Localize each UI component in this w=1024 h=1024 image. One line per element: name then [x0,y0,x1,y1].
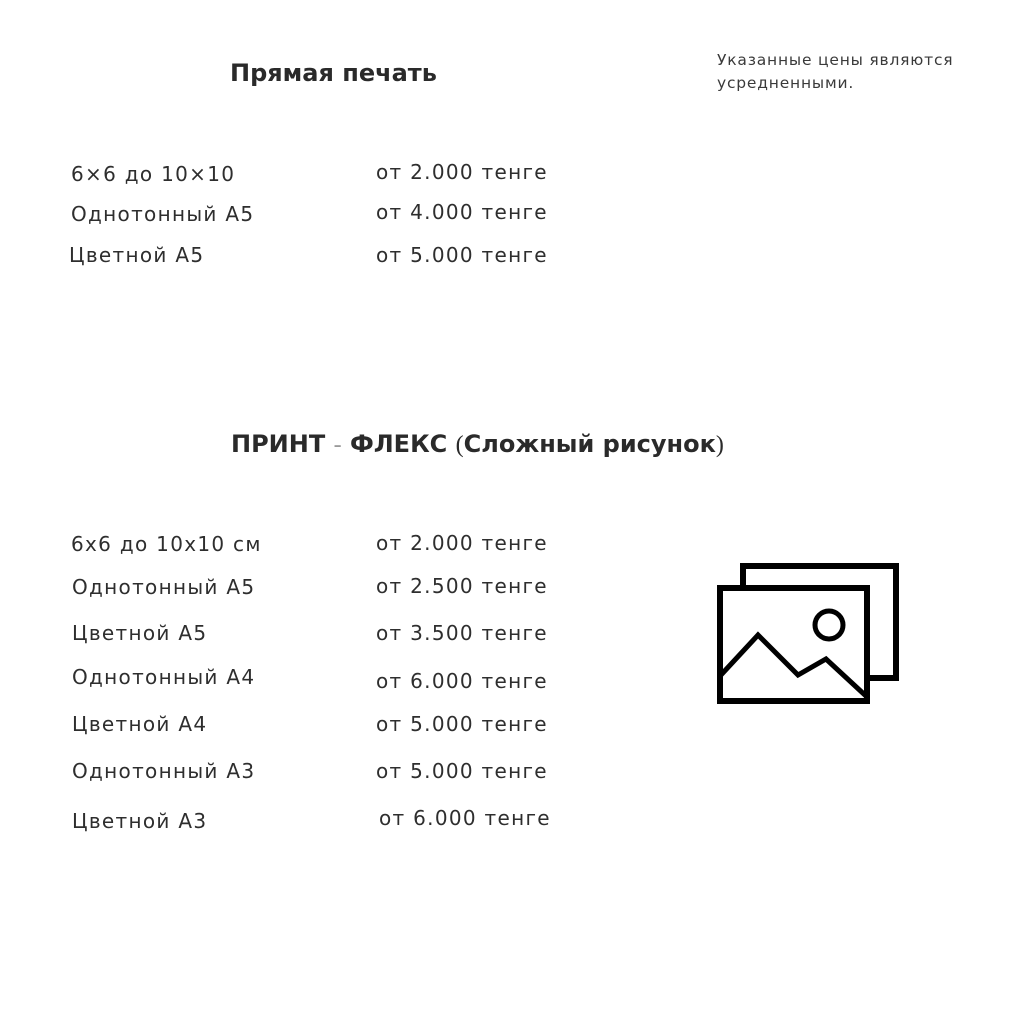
row-price: от 5.000 тенге [376,759,548,783]
title-subtitle: Сложный рисунок [463,430,716,458]
row-label: Цветной А5 [72,621,208,645]
row-label: Цветной А5 [69,243,205,267]
row-label: 6х6 до 10х10 см [71,532,262,556]
row-price: от 2.000 тенге [376,531,548,555]
section-title-print-flex [231,430,724,459]
row-price: от 2.500 тенге [376,574,548,598]
price-note: Указанные цены являются усредненными. [717,51,954,92]
row-price: от 6.000 тенге [379,806,551,830]
row-label: Однотонный А5 [71,202,255,226]
row-price: от 3.500 тенге [376,621,548,645]
row-label: Однотонный А4 [72,665,256,689]
row-price: от 5.000 тенге [376,243,548,267]
row-label: Однотонный А3 [72,759,256,783]
row-price: от 5.000 тенге [376,712,548,736]
row-label: 6×6 до 10×10 [71,162,236,186]
section-title-direct-print: Прямая печать [230,59,437,87]
title-main: ПРИНТ [231,430,326,458]
title-second: ФЛЕКС [349,430,448,458]
title-paren-close: ) [715,432,724,458]
row-label: Цветной А3 [72,809,208,833]
row-price: от 6.000 тенге [376,669,548,693]
row-label: Однотонный А5 [72,575,256,599]
row-price: от 2.000 тенге [376,160,548,184]
title-paren-open: ( [455,432,464,458]
row-label: Цветной А4 [72,712,208,736]
row-price: от 4.000 тенге [376,200,548,224]
image-gallery-icon [716,562,900,705]
title-separator: - [333,432,342,458]
